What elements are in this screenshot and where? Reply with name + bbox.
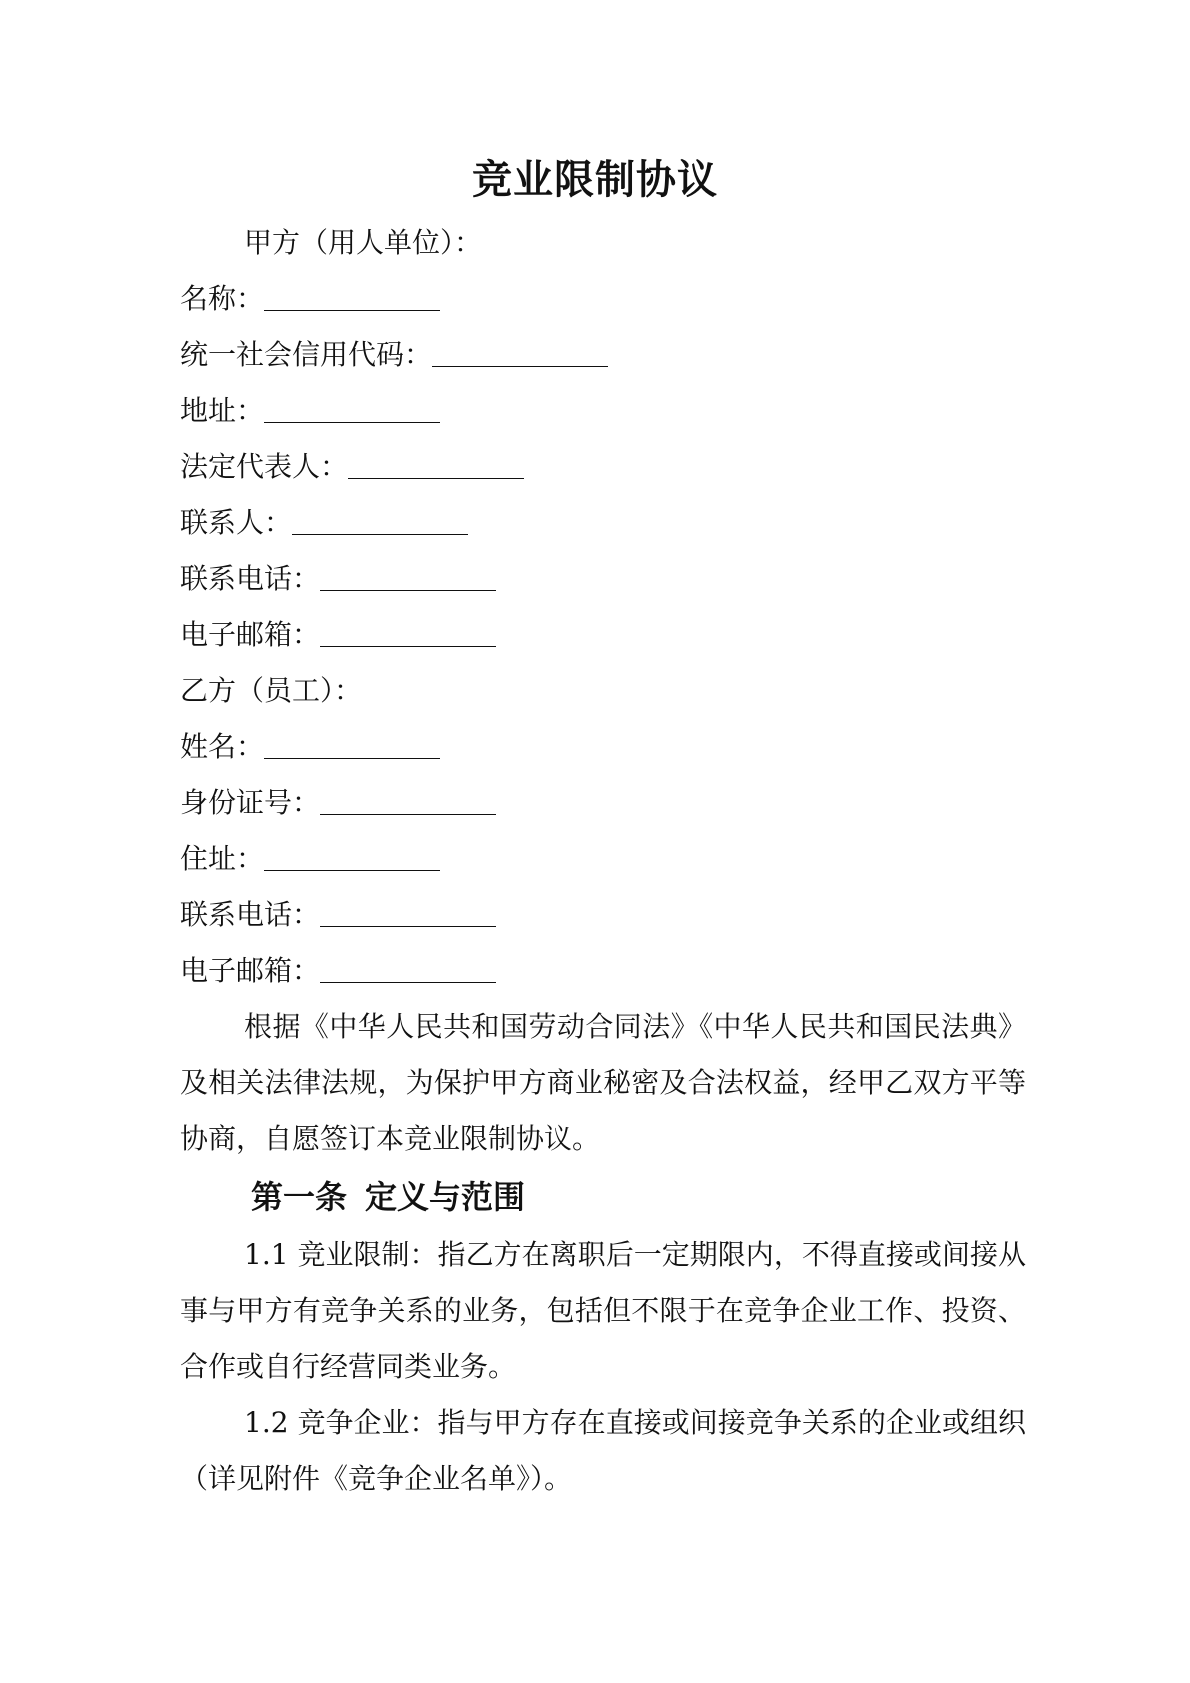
section-heading xyxy=(180,1167,1026,1227)
party-a-heading: 甲方（用人单位）： xyxy=(244,226,483,259)
party-a-email-line xyxy=(180,607,1026,663)
fill-in-blank[interactable] xyxy=(264,730,440,759)
field-label: 联系人： xyxy=(180,506,293,539)
preamble-paragraph: 根据《中华人民共和国劳动合同法》《中华人民共和国民法典》及相关法律法规，为保护甲方商业秘密及合法权益，经甲乙双方平等协商，自愿签订本竞业限制协议。 xyxy=(180,1010,1026,1155)
fill-in-blank[interactable] xyxy=(264,282,440,311)
party-b-email-line xyxy=(180,943,1026,999)
field-label: 电子邮箱： xyxy=(180,954,321,987)
party-a-contact-line xyxy=(180,495,1026,551)
document-body xyxy=(180,215,1026,1507)
fill-in-blank[interactable] xyxy=(432,338,608,367)
party-b-id-line xyxy=(180,775,1026,831)
field-label: 地址： xyxy=(180,394,265,427)
field-label: 联系电话： xyxy=(180,898,321,931)
party-b-heading: 乙方（员工）： xyxy=(180,674,363,707)
field-label: 姓名： xyxy=(180,730,265,763)
clause-paragraph: 1.1 竞业限制：指乙方在离职后一定期限内，不得直接或间接从事与甲方有竞争关系的业务，包括但不限于在竞争企业工作、投资、合作或自行经营同类业务。 xyxy=(180,1238,1026,1383)
party-a-credit-code-line xyxy=(180,327,1026,383)
fill-in-blank[interactable] xyxy=(320,954,496,983)
party-a-legal-rep-line xyxy=(180,439,1026,495)
fill-in-blank[interactable] xyxy=(320,562,496,591)
fill-in-blank[interactable] xyxy=(292,506,468,535)
field-label: 住址： xyxy=(180,842,265,875)
party-b-name-line xyxy=(180,719,1026,775)
clause-paragraph: 1.2 竞争企业：指与甲方存在直接或间接竞争关系的企业或组织（详见附件《竞争企业名单》）。 xyxy=(180,1406,1026,1495)
field-label: 法定代表人： xyxy=(180,450,349,483)
party-a-address-line xyxy=(180,383,1026,439)
section-name: 定义与范围 xyxy=(365,1178,526,1216)
party-a-name-line xyxy=(180,271,1026,327)
fill-in-blank[interactable] xyxy=(320,618,496,647)
field-label: 身份证号： xyxy=(180,786,321,819)
fill-in-blank[interactable] xyxy=(264,842,440,871)
field-label: 名称： xyxy=(180,282,265,315)
fill-in-blank[interactable] xyxy=(264,394,440,423)
fill-in-blank[interactable] xyxy=(348,450,524,479)
fill-in-blank[interactable] xyxy=(320,898,496,927)
fill-in-blank[interactable] xyxy=(320,786,496,815)
party-b-phone-line xyxy=(180,887,1026,943)
document-title: 竞业限制协议 xyxy=(472,157,718,203)
field-label: 联系电话： xyxy=(180,562,321,595)
field-label: 电子邮箱： xyxy=(180,618,321,651)
party-b-address-line xyxy=(180,831,1026,887)
party-a-phone-line xyxy=(180,551,1026,607)
section-number: 第一条 xyxy=(251,1178,348,1216)
field-label: 统一社会信用代码： xyxy=(180,338,433,371)
